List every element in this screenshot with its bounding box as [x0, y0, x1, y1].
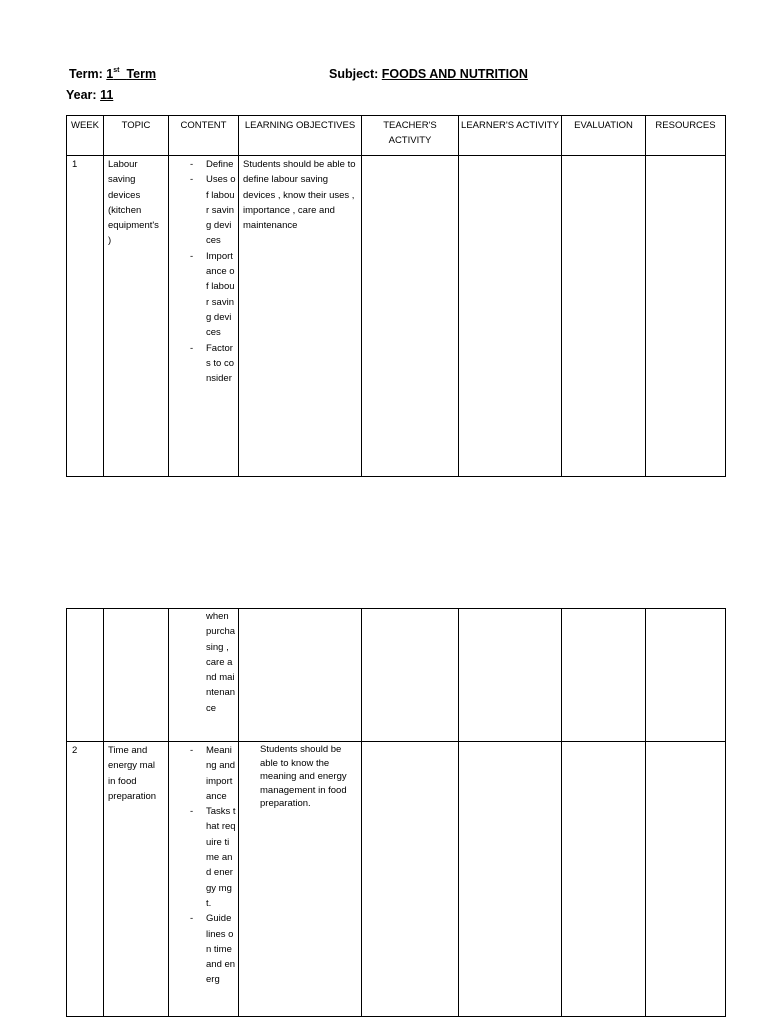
- content-continuation: when purchasing , care and maintenance: [206, 611, 236, 714]
- col-resources: RESOURCES: [646, 116, 726, 156]
- content-cell: [169, 742, 239, 1017]
- learner-activity-cell: [459, 609, 562, 742]
- evaluation-cell: [562, 609, 646, 742]
- scheme-table-page1: [66, 115, 726, 477]
- week-cell: 2: [67, 742, 104, 1017]
- col-evaluation: EVALUATION: [562, 116, 646, 156]
- content-item: - Factors to consider: [169, 341, 238, 387]
- year-line: [66, 88, 113, 102]
- evaluation-cell: [562, 156, 646, 477]
- objectives-cell: Students should be able to know the meaning and energy management in food preparation.: [239, 742, 362, 1017]
- col-teacher-activity: TEACHER'S ACTIVITY: [362, 116, 459, 156]
- col-content: CONTENT: [169, 116, 239, 156]
- objectives-cell: [239, 609, 362, 742]
- content-item: - Uses of labour saving devices: [169, 172, 238, 248]
- topic-cell: Labour saving devices (kitchen equipment's ): [104, 156, 169, 477]
- subject-label: Subject:: [329, 67, 379, 81]
- subject-line: [329, 67, 528, 81]
- learner-activity-cell: [459, 742, 562, 1017]
- scheme-table-page2: [66, 608, 726, 1017]
- year-label: Year:: [66, 88, 97, 102]
- table-header-row: [67, 116, 726, 156]
- topic-cell: Time and energy mal in food preparation: [104, 742, 169, 1017]
- content-item: - Define: [169, 157, 238, 172]
- week-cell: 1: [67, 156, 104, 477]
- table-row: [67, 609, 726, 742]
- topic-cell: [104, 609, 169, 742]
- col-objectives: LEARNING OBJECTIVES: [239, 116, 362, 156]
- content-item: - Importance of labour saving devices: [169, 249, 238, 341]
- term-label: Term:: [69, 67, 103, 81]
- col-week: WEEK: [67, 116, 104, 156]
- content-item: - Guide lines on time and energ: [169, 911, 238, 987]
- teacher-activity-cell: [362, 609, 459, 742]
- term-line: [69, 67, 156, 81]
- col-learner-activity: LEARNER'S ACTIVITY: [459, 116, 562, 156]
- content-item: - Meaning and importance: [169, 743, 238, 804]
- resources-cell: [646, 156, 726, 477]
- content-cell: [169, 609, 239, 742]
- table-row: [67, 742, 726, 1017]
- teacher-activity-cell: [362, 742, 459, 1017]
- resources-cell: [646, 609, 726, 742]
- subject-value: FOODS AND NUTRITION: [381, 67, 528, 81]
- col-topic: TOPIC: [104, 116, 169, 156]
- week-cell: [67, 609, 104, 742]
- term-value: 1st Term: [106, 67, 157, 81]
- resources-cell: [646, 742, 726, 1017]
- content-cell: [169, 156, 239, 477]
- content-item: - Tasks that require time and energy mgt.: [169, 804, 238, 911]
- table-row: [67, 156, 726, 477]
- evaluation-cell: [562, 742, 646, 1017]
- learner-activity-cell: [459, 156, 562, 477]
- objectives-cell: Students should be able to define labour saving devices , know their uses , importance , care and maintenance: [239, 156, 362, 477]
- teacher-activity-cell: [362, 156, 459, 477]
- year-value: 11: [100, 88, 114, 102]
